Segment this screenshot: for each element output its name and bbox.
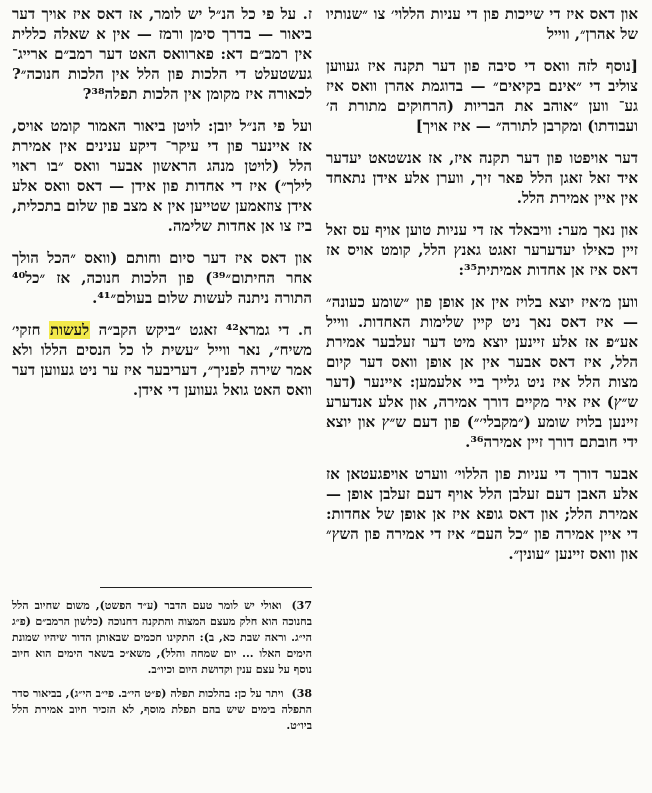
paragraph: און נאך מער: וויבאלד אז די עניות טוען אויף עס זאל זיין כאילו יעדערער זאגט גאנץ הלל, קומט אויס אז דאס איז אן אחדות אמיתית³⁵: <box>326 221 638 279</box>
footnote <box>12 598 312 678</box>
footnote <box>12 686 312 734</box>
paragraph: דער אויפטו פון דער תקנה איז, אז אנשטאט יעדער איד זאל זאגן הלל פאר זיך, ווערן אלע אידן נתאחד אין איין אמירת הלל. <box>326 149 638 207</box>
left-column <box>12 4 312 412</box>
footnotes <box>12 598 312 742</box>
paragraph: און דאס איז דער סיום וחותם (וואס ״הכל הולך אחר החיתום״³⁹) פון הלכות חנוכה, אז ״כל⁴⁰ התורה ניתנה לעשות שלום בעולם״⁴¹. <box>12 249 312 307</box>
footnote-text: ויתר על כן: בהלכות תפלה (פ״ט הי״ב. פי״ב הי״ג), בביאור סדר התפלה בימים שיש בהם תפלת מוסף, לא הזכיר חיוב אמירת הלל ביו״ט. <box>12 687 312 732</box>
paragraph: ווען מ׳איז יוצא בלויז אין אן אופן פון ״שומע כעונה״ — איז דאס נאך ניט קיין שלימות האחדות. ווייל אע״פ אז אלע זיינען יוצא מיט דער זעלבער אמירת הלל, איז דאס אבער אין אן אופן וואס דער קיום מצות הלל איז ניט גלייך ביי אלעמען: איינער (דער ש״ץ) איז איר מקיים דורך אמירה, און אלע אנדערע זיינען בלויז שומע (״מקבלי׳״) פון דעם ש״ץ און יוצא ידי חובתם דורך זיין אמירה³⁶. <box>326 293 638 451</box>
paragraph: [נוסף לזה וואס די סיבה פון דער תקנה איז געווען צוליב די ״אינם בקיאים״ — בדוגמת אהרן וואס איז גע־ ווען ״אוהב את הבריות (הרחוקים מתורת ה׳ ועבודתו) ומקרבן לתורה״ — איז אויך] <box>326 57 638 135</box>
paragraph <box>12 320 312 400</box>
footnote-divider <box>100 587 312 588</box>
paragraph-text: ח. די גמרא⁴² זאגט ״ביקש הקב״ה לעשות חזקי׳ משיח״, נאר ווייל ״עשית לו כל הנסים הללו ולא אמר שירה לפניך״, דעריבער איז ער ניט געווען דער וואס האט גואל געווען די אידן. <box>12 321 312 399</box>
paragraph: אבער דורך די עניות פון הללוי׳ ווערט אויפגעטאן אז אלע האבן דעם זעלבן הלל אויף דעם זעלבן אופן — אמירת הלל; און דאס גופא איז אן אופן של אחדות: די איין אמירה פון ״כל העם״ איז די אמירה פון השץ״ און וואס זיינען ״עונין״. <box>326 465 638 563</box>
footnote-number: 38) <box>291 687 312 700</box>
paragraph: און דאס איז די שייכות פון די עניות הללוי׳ צו ״שנותיו של אהרן״, ווייל <box>326 5 638 43</box>
paragraph: ועל פי הנ״ל יובן: לויטן ביאור האמור קומט אויס, אז איינער פון די עיקר־ דיקע ענינים אין אמירת הלל (לויטן מנהג הראשון אבער וואס ״בו ראוי לילך״) איז די אחדות פון אידן — דאס וואס אלע אידן צוזאמען שטייען אין א מצב פון שלום בתכלית, ביז צו אן אחדות שלימה. <box>12 117 312 235</box>
footnote-text: ואולי יש לומר טעם הדבר (ע״ד הפשט), משום שחיוב הלל בחנוכה הוא חלק מעצם המצוה והתקנה דחנוכה (כלשון הרמב״ם (פ״ג הי״ג. וראה שבת כא, ב): התקינו חכמים שבאותן הדור שיהיו שמונת הימים האלו ... יום שמחה והלל), משא״כ בשאר הימים הוא חיוב נוסף על עצם ענין וקדושת היום וכיו״ב. <box>12 599 312 676</box>
paragraph: ז. על פי כל הנ״ל יש לומר, אז דאס איז אויך דער ביאור — בדרך סימן ורמז — אין א שאלה כללית אין רמב״ם דא: פארוואס האט דער רמב״ם ארייג־ געשטעלט די הלכות פון הלל אין הלכות חנוכה״? לכאורה איז מקומן אין הלכות תפלה³⁸? <box>12 5 312 103</box>
right-column <box>326 4 638 576</box>
highlighted-word: לעשות <box>50 321 90 339</box>
footnote-number: 37) <box>291 599 312 612</box>
